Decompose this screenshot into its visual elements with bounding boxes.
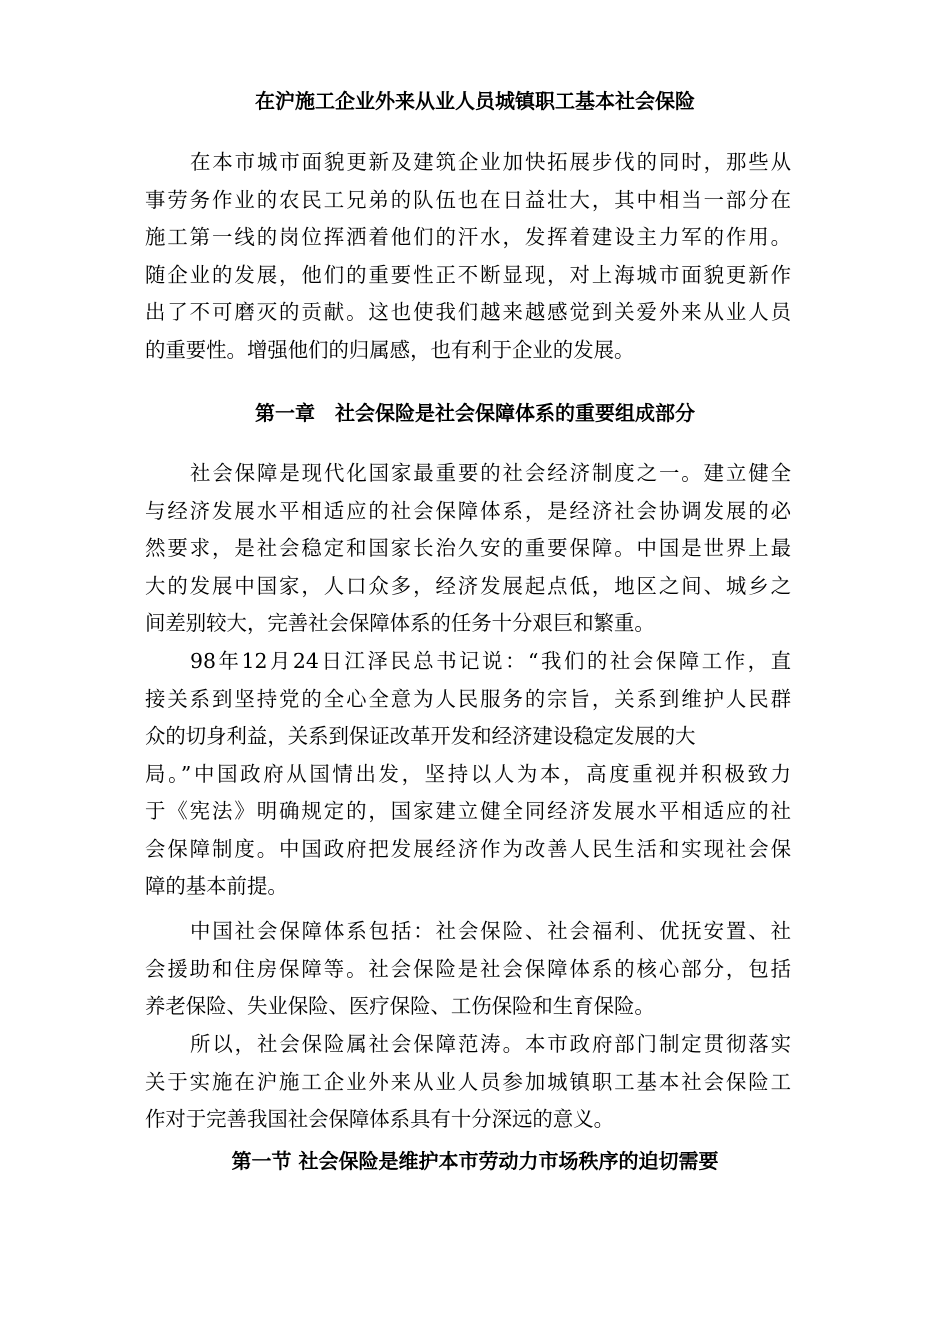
paragraph-line: 接关系到坚持党的全心全意为人民服务的宗旨，关系到维护人民群 — [145, 686, 791, 711]
section-heading: 第一节 社会保险是维护本市劳动力市场秩序的迫切需要 — [231, 1149, 719, 1173]
paragraph-line: 于《宪法》明确规定的，国家建立健全同经济发展水平相适应的社 — [145, 799, 791, 823]
paragraph-line: 社会保障是现代化国家最重要的社会经济制度之一。建立健全 — [190, 461, 791, 485]
paragraph-line: 的重要性。增强他们的归属感，也有利于企业的发展。 — [145, 337, 635, 362]
chapter-paragraph — [145, 913, 791, 1026]
paragraph-line: 所以，社会保险属社会保障范涛。本市政府部门制定贯彻落实 — [190, 1032, 791, 1056]
paragraph-line: 大的发展中国家，人口众多，经济发展起点低，地区之间、城乡之 — [145, 573, 791, 598]
intro-paragraph — [145, 144, 791, 369]
chapter-paragraph — [145, 643, 791, 906]
paragraph-line: 中国社会保障体系包括：社会保险、社会福利、优抚安置、社 — [190, 919, 791, 943]
paragraph-line: 会援助和住房保障等。社会保险是社会保障体系的核心部分，包括 — [145, 956, 791, 981]
chapter-paragraph — [145, 455, 791, 643]
paragraph-line: 会保障制度。中国政府把发展经济作为改善人民生活和实现社会保 — [145, 836, 791, 861]
paragraph-line: 随企业的发展，他们的重要性正不断显现，对上海城市面貌更新作 — [145, 262, 791, 287]
paragraph-line: 障的基本前提。 — [145, 874, 288, 898]
paragraph-line: 作对于完善我国社会保障体系具有十分深远的意义。 — [145, 1107, 614, 1131]
chapter-paragraph — [145, 1026, 791, 1139]
paragraph-line: 施工第一线的岗位挥洒着他们的汗水，发挥着建设主力军的作用。 — [145, 225, 791, 249]
paragraph-line: 在本市城市面貌更新及建筑企业加快拓展步伐的同时，那些从 — [190, 150, 791, 174]
paragraph-line: 局。”中国政府从国情出发，坚持以人为本，高度重视并积极致力 — [145, 761, 791, 786]
paragraph-line: 出了不可磨灭的贡献。这也使我们越来越感觉到关爱外来从业人员 — [145, 300, 791, 324]
paragraph-line: 然要求，是社会稳定和国家长治久安的重要保障。中国是世界上最 — [145, 536, 791, 560]
paragraph-line: 间差别较大，完善社会保障体系的任务十分艰巨和繁重。 — [145, 611, 655, 635]
paragraph-line: 98年12月24日江泽民总书记说：“我们的社会保障工作，直 — [190, 649, 791, 673]
paragraph-line: 关于实施在沪施工企业外来从业人员参加城镇职工基本社会保险工 — [145, 1069, 791, 1094]
paragraph-line: 众的切身利益，关系到保证改革开发和经济建设稳定发展的大 — [145, 724, 696, 748]
document-title: 在沪施工企业外来从业人员城镇职工基本社会保险 — [255, 89, 695, 113]
paragraph-line: 养老保险、失业保险、医疗保险、工伤保险和生育保险。 — [145, 994, 655, 1018]
chapter-heading: 第一章 社会保险是社会保障体系的重要组成部分 — [255, 401, 695, 425]
paragraph-line: 与经济发展水平相适应的社会保障体系，是经济社会协调发展的必 — [145, 498, 791, 523]
paragraph-line: 事劳务作业的农民工兄弟的队伍也在日益壮大，其中相当一部分在 — [145, 187, 791, 212]
